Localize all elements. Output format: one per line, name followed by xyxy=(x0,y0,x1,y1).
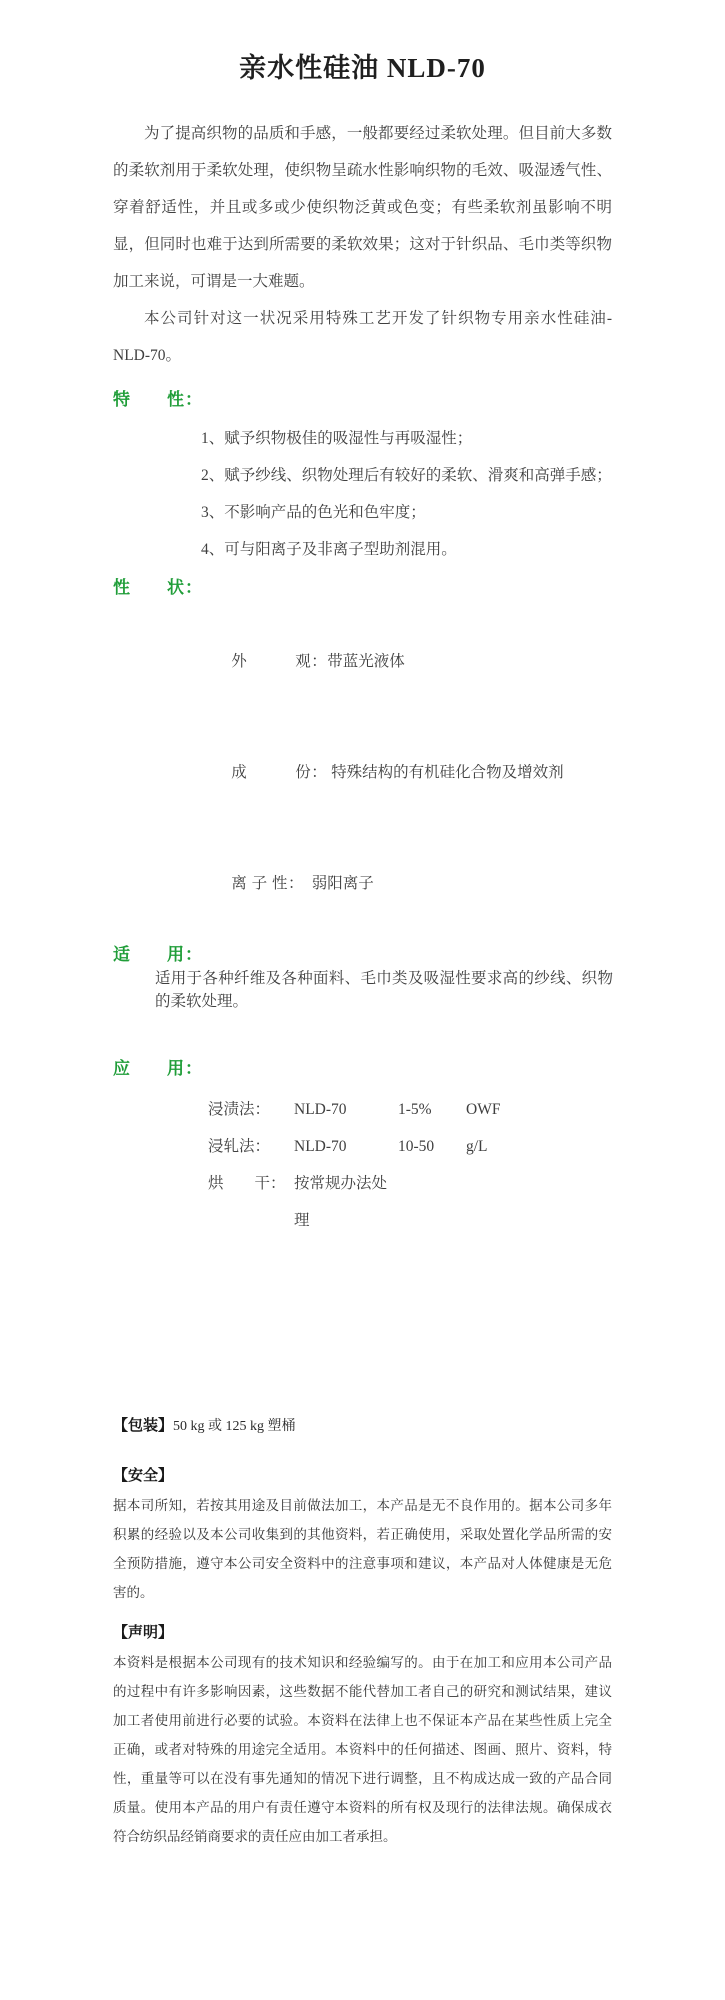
features-list xyxy=(201,420,612,568)
application-dosage: 10-50 xyxy=(398,1138,435,1155)
section-heading-suitable: 适 用： xyxy=(113,945,203,964)
suitable-body: 适用于各种纤维及各种面料、毛巾类及吸湿性要求高的纱线、织物的柔软处理。 xyxy=(155,970,613,1010)
table-row xyxy=(208,1165,612,1239)
list-item: 1、赋予织物极佳的吸湿性与再吸湿性； xyxy=(201,430,473,447)
section-heading-features: 特 性： xyxy=(113,390,203,409)
intro-paragraph-1: 为了提高织物的品质和手感，一般都要经过柔软处理。但目前大多数的柔软剂用于柔软处理，使织物呈疏水性影响织物的毛效、吸湿透气性、穿着舒适性，并且或多或少使织物泛黄或色变；有些柔软剂虽影响不明显，但同时也难于达到所需要的柔软效果；这对于针织品、毛巾类等织物加工来说，可谓是一大难题。 xyxy=(113,125,612,290)
property-value: 弱阳离子 xyxy=(304,875,374,892)
safety-body: 据本司所知，若按其用途及目前做法加工，本产品是无不良作用的。据本公司多年积累的经验以及本公司收集到的其他资料，若正确使用，采取处置化学品所需的安全预防措施，遵守本公司安全资料中的注意事项和建议，本产品对人体健康是无危害的。 xyxy=(113,1498,612,1600)
statement-label: 【声明】 xyxy=(113,1624,174,1641)
safety-section xyxy=(113,1464,612,1607)
list-item: 3、不影响产品的色光和色牢度； xyxy=(201,504,426,521)
property-label: 成 份： xyxy=(231,764,328,781)
application-dosage xyxy=(398,1165,466,1239)
application-method: 烘 干： xyxy=(208,1175,286,1192)
packaging-label: 【包装】 xyxy=(113,1417,174,1434)
section-heading-properties: 性 状： xyxy=(113,578,203,597)
application-product: 按常规办法处理 xyxy=(294,1175,388,1229)
property-row-appearance xyxy=(208,606,612,717)
section-heading-application: 应 用： xyxy=(113,1059,203,1078)
packaging-value: 50 kg 或 125 kg 塑桶 xyxy=(173,1419,296,1434)
intro-section xyxy=(113,115,612,374)
application-unit: g/L xyxy=(466,1138,488,1155)
property-row-composition xyxy=(208,717,612,828)
application-unit: OWF xyxy=(466,1101,501,1118)
list-item: 2、赋予纱线、织物处理后有较好的柔软、滑爽和高弹手感； xyxy=(201,467,612,484)
safety-label: 【安全】 xyxy=(113,1467,174,1484)
property-value: 特殊结构的有机硅化合物及增效剂 xyxy=(327,764,564,781)
application-table xyxy=(208,1091,612,1239)
application-dosage: 1-5% xyxy=(398,1101,432,1118)
table-row xyxy=(208,1091,612,1128)
list-item: 4、可与阳离子及非离子型助剂混用。 xyxy=(201,541,457,558)
application-product: NLD-70 xyxy=(294,1138,347,1155)
intro-paragraph-2: 本公司针对这一状况采用特殊工艺开发了针织物专用亲水性硅油-NLD-70。 xyxy=(113,310,612,364)
application-unit xyxy=(466,1165,612,1239)
property-label: 离 子 性： xyxy=(231,875,305,892)
application-method: 浸轧法： xyxy=(208,1138,271,1155)
application-method: 浸渍法： xyxy=(208,1101,271,1118)
application-product: NLD-70 xyxy=(294,1101,347,1118)
properties-list xyxy=(208,606,612,939)
table-row xyxy=(208,1128,612,1165)
property-label: 外 观： xyxy=(231,653,328,670)
property-row-ionicity xyxy=(208,828,612,939)
packaging-line xyxy=(113,1415,612,1438)
page-title: 亲水性硅油 NLD-70 xyxy=(239,53,486,83)
statement-body: 本资料是根据本公司现有的技术知识和经验编写的。由于在加工和应用本公司产品的过程中有许多影响因素，这些数据不能代替加工者自己的研究和测试结果，建议加工者使用前进行必要的试验。本资料在法律上也不保证本产品在某些性质上完全正确，或者对特殊的用途完全适用。本资料中的任何描述、图画、照片、资料，特性，重量等可以在没有事先通知的情况下进行调整，且不构成达成一致的产品合同质量。使用本产品的用户有责任遵守本资料的所有权及现行的法律法规。确保成衣符合纺织品经销商要求的责任应由加工者承担。 xyxy=(113,1655,612,1844)
property-value: 带蓝光液体 xyxy=(327,653,405,670)
statement-section xyxy=(113,1621,612,1851)
